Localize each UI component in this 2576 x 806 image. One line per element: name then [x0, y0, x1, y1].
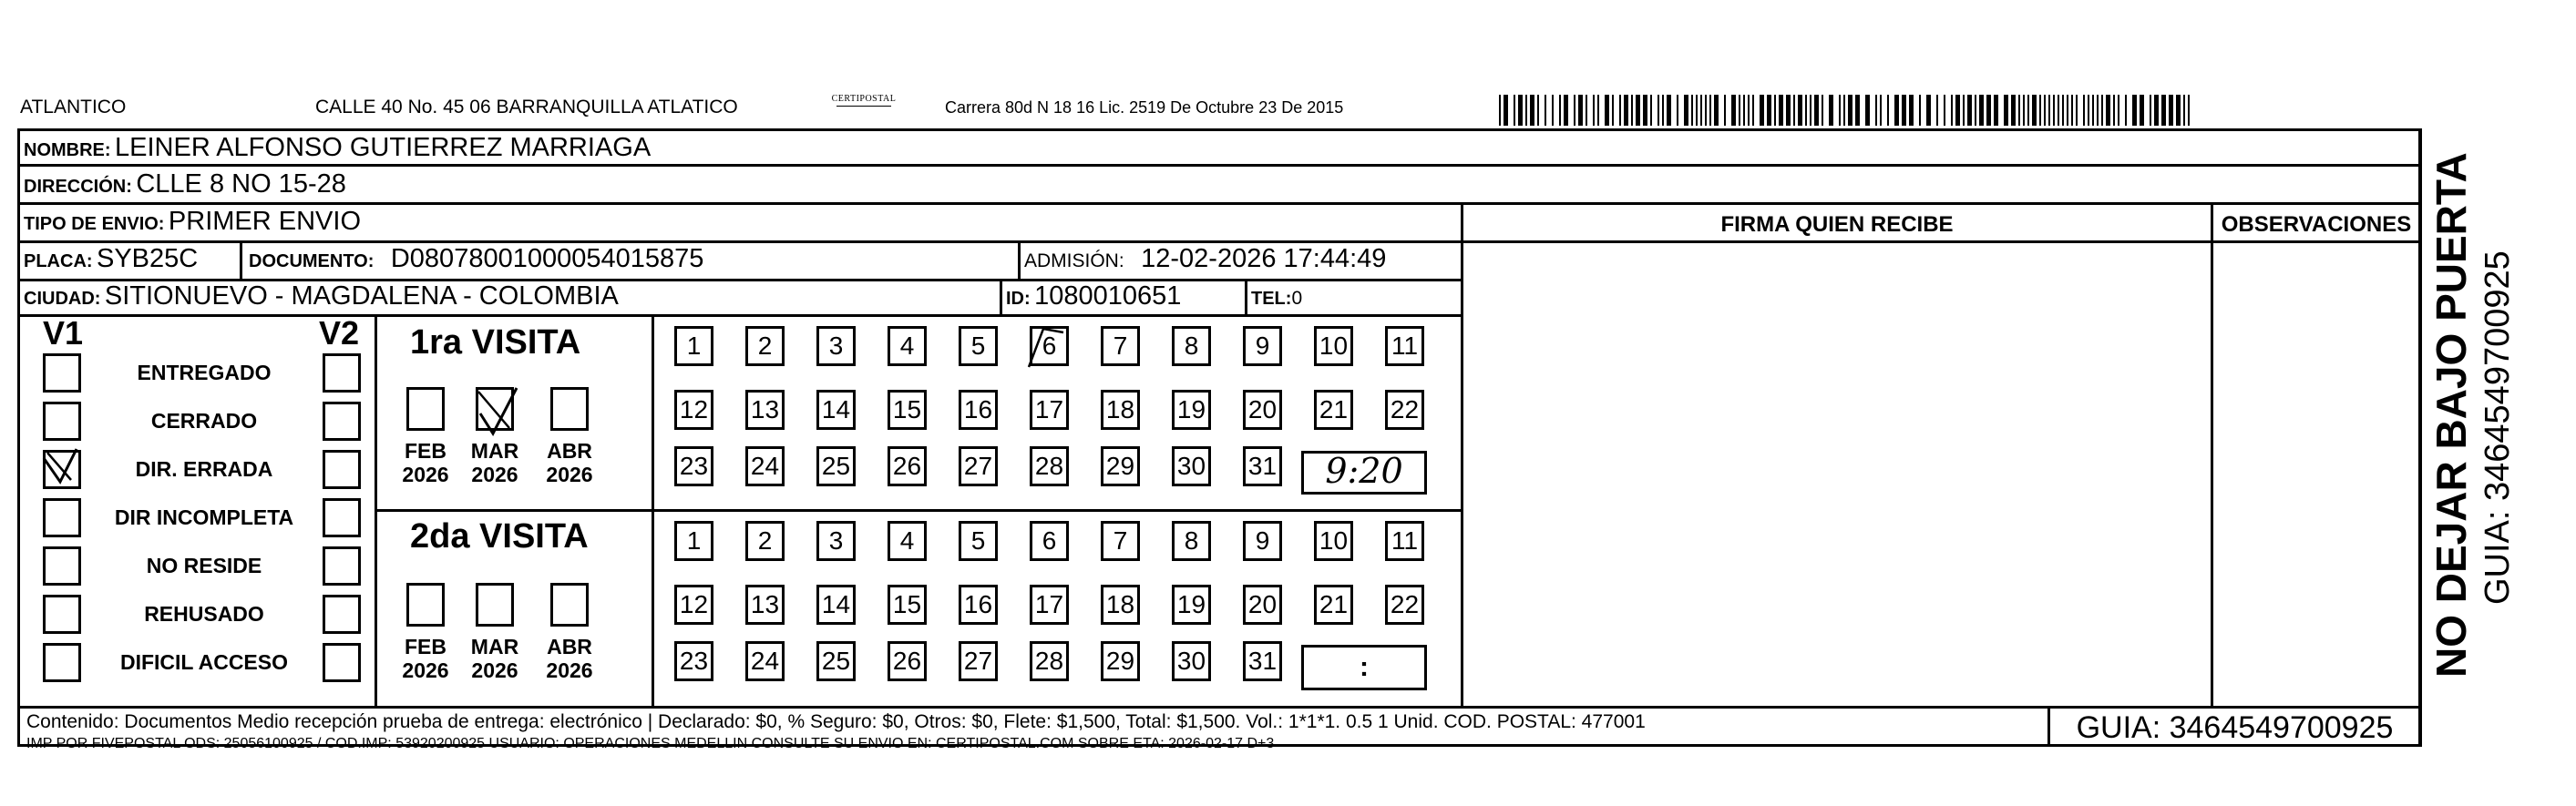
- second-visit-time-box[interactable]: [1301, 645, 1427, 690]
- admision-label: ADMISIÓN:: [1024, 250, 1124, 271]
- placa-row: [24, 246, 198, 272]
- day-number: 8: [1184, 332, 1199, 360]
- day-box[interactable]: [816, 521, 856, 561]
- day-box[interactable]: [1101, 326, 1140, 366]
- day-box[interactable]: [1385, 390, 1424, 430]
- day-box[interactable]: [959, 390, 998, 430]
- month-label: [398, 439, 453, 487]
- month-checkbox[interactable]: [476, 387, 514, 431]
- month-checkbox[interactable]: [406, 387, 445, 431]
- tel-row: [1251, 289, 1302, 308]
- day-box[interactable]: [1385, 585, 1424, 625]
- v2-checkbox[interactable]: [323, 595, 361, 634]
- status-label: DIR INCOMPLETA: [114, 505, 294, 529]
- observaciones-header: OBSERVACIONES: [2221, 212, 2412, 237]
- day-box[interactable]: [1385, 521, 1424, 561]
- day-number: 17: [1034, 590, 1064, 618]
- day-number: 14: [821, 395, 851, 423]
- day-box[interactable]: [1101, 641, 1140, 681]
- second-visit-title: 2da VISITA: [410, 517, 589, 556]
- v1-checkbox[interactable]: [43, 643, 81, 682]
- day-number: 9: [1255, 332, 1270, 360]
- day-box[interactable]: [674, 326, 713, 366]
- direccion-label: DIRECCIÓN:: [24, 177, 132, 197]
- day-box[interactable]: [745, 521, 785, 561]
- day-number: 18: [1105, 590, 1135, 618]
- day-box[interactable]: [959, 585, 998, 625]
- day-box[interactable]: [1243, 521, 1282, 561]
- sender-address: CALLE 40 No. 45 06 BARRANQUILLA ATLATICO: [315, 97, 738, 117]
- day-number: 31: [1247, 452, 1278, 480]
- v1-checkbox[interactable]: [43, 450, 81, 489]
- month-name: FEB: [405, 635, 446, 658]
- day-box[interactable]: [745, 326, 785, 366]
- day-number: 4: [899, 526, 915, 555]
- check-mark-icon: [473, 383, 524, 437]
- month-name: MAR: [470, 635, 519, 658]
- documento-value: D080780010000540158​75: [390, 244, 704, 273]
- day-number: 19: [1176, 395, 1206, 423]
- day-number: 9: [1255, 526, 1270, 555]
- status-label: REHUSADO: [144, 602, 264, 626]
- day-box[interactable]: [745, 446, 785, 486]
- v1-checkbox[interactable]: [43, 546, 81, 586]
- day-number: 13: [750, 590, 780, 618]
- day-number: 3: [828, 526, 844, 555]
- month-name: ABR: [547, 635, 592, 658]
- v2-checkbox[interactable]: [323, 498, 361, 537]
- month-year: 2026: [546, 658, 593, 683]
- tel-label: TEL:: [1251, 289, 1292, 309]
- nombre-label: NOMBRE:: [24, 140, 111, 160]
- day-number: 25: [821, 452, 851, 480]
- admision-value: 12-02-2026 17:44:49: [1141, 244, 1387, 273]
- v1-checkbox[interactable]: [43, 353, 81, 393]
- day-number: 4: [899, 332, 915, 360]
- day-number: 22: [1390, 395, 1420, 423]
- day-box[interactable]: [1101, 521, 1140, 561]
- day-number: 24: [750, 452, 780, 480]
- day-box[interactable]: [816, 390, 856, 430]
- status-label: DIR. ERRADA: [135, 457, 273, 481]
- day-number: 11: [1391, 332, 1419, 360]
- month-label: [542, 439, 597, 487]
- region-label: ATLANTICO: [20, 97, 127, 117]
- month-label: [542, 635, 597, 683]
- day-box[interactable]: [674, 390, 713, 430]
- v1-checkbox[interactable]: [43, 595, 81, 634]
- day-number: 30: [1176, 647, 1206, 675]
- day-box[interactable]: [816, 326, 856, 366]
- day-box[interactable]: [888, 326, 927, 366]
- barcode: [1499, 95, 2196, 128]
- placa-value: SYB25C: [97, 244, 199, 273]
- certipostal-logo: [827, 94, 900, 116]
- day-number: 14: [821, 590, 851, 618]
- direccion-row: [24, 171, 346, 198]
- status-label: CERRADO: [150, 409, 258, 433]
- month-name: MAR: [470, 439, 519, 463]
- day-number: 28: [1034, 452, 1064, 480]
- firma-header: FIRMA QUIEN RECIBE: [1720, 212, 1954, 237]
- month-label: [467, 635, 522, 683]
- status-label: ENTREGADO: [137, 361, 272, 384]
- day-number: 5: [970, 526, 986, 555]
- day-box[interactable]: [1172, 326, 1211, 366]
- day-number: 5: [970, 332, 986, 360]
- day-number: 2: [757, 332, 773, 360]
- day-number: 1: [686, 332, 702, 360]
- day-number: 29: [1105, 452, 1135, 480]
- license-text: Carrera 80d N 18 16 Lic. 2519 De Octubre 23 De 2015: [945, 98, 1344, 117]
- day-box[interactable]: [1243, 390, 1282, 430]
- month-checkbox[interactable]: [406, 583, 445, 627]
- logo-text: CERTIPOSTAL: [831, 94, 897, 104]
- day-box[interactable]: [745, 390, 785, 430]
- id-value: 1080010651: [1034, 281, 1182, 311]
- day-number: 1: [686, 526, 702, 555]
- day-box[interactable]: [674, 521, 713, 561]
- day-box[interactable]: [1385, 326, 1424, 366]
- day-number: 16: [963, 395, 993, 423]
- month-label: [467, 439, 522, 487]
- day-number: 2: [757, 526, 773, 555]
- month-checkbox[interactable]: [550, 387, 589, 431]
- day-number: 6: [1042, 526, 1057, 555]
- day-number: 27: [963, 647, 993, 675]
- check-mark-icon: [40, 445, 78, 487]
- day-box[interactable]: [1172, 390, 1211, 430]
- day-number: 21: [1319, 590, 1349, 618]
- id-row: [1006, 283, 1181, 310]
- side-guia: GUIA: 3464549700925: [2479, 250, 2517, 605]
- day-box[interactable]: [1101, 585, 1140, 625]
- id-label: ID:: [1006, 289, 1031, 309]
- day-number: 27: [963, 452, 993, 480]
- day-box[interactable]: [674, 641, 713, 681]
- day-number: 23: [679, 647, 709, 675]
- day-number: 18: [1105, 395, 1135, 423]
- day-number: 12: [679, 590, 709, 618]
- day-box[interactable]: [1030, 326, 1069, 366]
- day-box[interactable]: [1172, 446, 1211, 486]
- documento-row: [249, 246, 703, 272]
- day-number: 20: [1247, 590, 1278, 618]
- first-visit-time-value: 9:20: [1325, 451, 1403, 491]
- v2-checkbox[interactable]: [323, 450, 361, 489]
- day-box[interactable]: [1101, 390, 1140, 430]
- day-box[interactable]: [1314, 521, 1353, 561]
- tipo-row: [24, 209, 361, 235]
- day-number: 22: [1390, 590, 1420, 618]
- tipo-value: PRIMER ENVIO: [168, 207, 362, 236]
- day-number: 19: [1176, 590, 1206, 618]
- day-box[interactable]: [959, 326, 998, 366]
- day-number: 7: [1113, 332, 1128, 360]
- day-box[interactable]: [816, 585, 856, 625]
- side-warning: NO DEJAR BAJO PUERTA: [2427, 152, 2475, 678]
- day-box[interactable]: [1172, 641, 1211, 681]
- v2-checkbox[interactable]: [323, 353, 361, 393]
- day-box[interactable]: [1030, 585, 1069, 625]
- ciudad-value: SITIONUEVO - MAGDALENA - COLOMBIA: [104, 281, 619, 311]
- admision-row: [1024, 246, 1386, 272]
- day-box[interactable]: [1243, 446, 1282, 486]
- v2-checkbox[interactable]: [323, 643, 361, 682]
- day-number: 17: [1034, 395, 1064, 423]
- day-box[interactable]: [1030, 446, 1069, 486]
- day-box[interactable]: [959, 446, 998, 486]
- day-number: 28: [1034, 647, 1064, 675]
- day-number: 16: [963, 590, 993, 618]
- v2-label: V2: [319, 314, 360, 352]
- month-name: FEB: [405, 439, 446, 463]
- day-number: 29: [1105, 647, 1135, 675]
- day-box[interactable]: [745, 585, 785, 625]
- status-label: DIFICIL ACCESO: [119, 650, 288, 674]
- month-checkbox[interactable]: [476, 583, 514, 627]
- month-year: 2026: [402, 658, 449, 683]
- v2-checkbox[interactable]: [323, 402, 361, 441]
- direccion-value: CLLE 8 NO 15-28: [136, 169, 346, 199]
- day-number: 12: [679, 395, 709, 423]
- day-number: 21: [1319, 395, 1349, 423]
- day-box[interactable]: [1030, 390, 1069, 430]
- day-number: 31: [1247, 647, 1278, 675]
- day-box[interactable]: [1314, 585, 1353, 625]
- day-box[interactable]: [888, 585, 927, 625]
- day-box[interactable]: [1101, 446, 1140, 486]
- ciudad-row: [24, 283, 619, 310]
- day-box[interactable]: [1243, 641, 1282, 681]
- first-visit-time-box[interactable]: [1301, 451, 1427, 495]
- first-visit-title: 1ra VISITA: [410, 323, 581, 362]
- day-number: 15: [892, 590, 922, 618]
- day-number: 15: [892, 395, 922, 423]
- footer-guia: GUIA: 3464549700925: [2076, 710, 2394, 745]
- tel-value: 0: [1291, 288, 1303, 309]
- month-checkbox[interactable]: [550, 583, 589, 627]
- day-number: 6: [1042, 332, 1057, 360]
- day-box[interactable]: [745, 641, 785, 681]
- day-box[interactable]: [1243, 585, 1282, 625]
- day-box[interactable]: [1314, 390, 1353, 430]
- month-year: 2026: [402, 463, 449, 487]
- nombre-value: LEINER ALFONSO GUTIERREZ MARRIAGA: [115, 133, 652, 162]
- month-name: ABR: [547, 439, 592, 463]
- v1-label: V1: [43, 314, 84, 352]
- day-number: 26: [892, 452, 922, 480]
- documento-label: DOCUMENTO:: [249, 251, 375, 271]
- ciudad-label: CIUDAD:: [24, 289, 101, 309]
- v2-checkbox[interactable]: [323, 546, 361, 586]
- day-box[interactable]: [888, 641, 927, 681]
- day-box[interactable]: [1030, 521, 1069, 561]
- day-box[interactable]: [816, 641, 856, 681]
- day-box[interactable]: [888, 521, 927, 561]
- month-label: [398, 635, 453, 683]
- nombre-row: [24, 135, 651, 161]
- day-box[interactable]: [959, 521, 998, 561]
- day-number: 26: [892, 647, 922, 675]
- footer-content: Contenido: Documentos Medio recepción prueba de entrega: electrónico | Declarado: $0, % Seguro: $0, Otros: $0, Flete: $1,500, Total: $1,500. Vol.: 1*1*1. 0.5 1 Unid. COD. POSTAL: 477001: [26, 711, 1646, 732]
- day-number: 8: [1184, 526, 1199, 555]
- day-number: 7: [1113, 526, 1128, 555]
- day-number: 23: [679, 452, 709, 480]
- day-box[interactable]: [816, 446, 856, 486]
- day-box[interactable]: [888, 446, 927, 486]
- v1-checkbox[interactable]: [43, 498, 81, 537]
- day-number: 10: [1319, 332, 1349, 360]
- day-box[interactable]: [1172, 521, 1211, 561]
- v1-checkbox[interactable]: [43, 402, 81, 441]
- day-box[interactable]: [674, 446, 713, 486]
- day-box[interactable]: [674, 585, 713, 625]
- day-number: 25: [821, 647, 851, 675]
- second-visit-time-value: :: [1360, 652, 1369, 682]
- month-year: 2026: [546, 463, 593, 487]
- pen-mark-icon: [1021, 321, 1076, 376]
- day-number: 20: [1247, 395, 1278, 423]
- status-label: NO RESIDE: [146, 554, 262, 577]
- tipo-label: TIPO DE ENVIO:: [24, 214, 165, 234]
- day-number: 10: [1319, 526, 1349, 555]
- day-number: 11: [1391, 526, 1419, 555]
- day-box[interactable]: [1172, 585, 1211, 625]
- day-box[interactable]: [1030, 641, 1069, 681]
- day-box[interactable]: [1243, 326, 1282, 366]
- footer-imp: IMP POR FIVEPOSTAL ODS: 25056100925 / COD.IMP: 53920200925 USUARIO: OPERACIONES MEDELLIN CONSULTE SU ENVIO EN: CERTIPOSTAL.COM SOBRE ETA: 2026-02-17 D+3: [26, 736, 1275, 751]
- placa-label: PLACA:: [24, 251, 93, 271]
- day-number: 24: [750, 647, 780, 675]
- day-number: 30: [1176, 452, 1206, 480]
- day-box[interactable]: [959, 641, 998, 681]
- day-box[interactable]: [1314, 326, 1353, 366]
- month-year: 2026: [471, 463, 518, 487]
- day-box[interactable]: [888, 390, 927, 430]
- day-number: 3: [828, 332, 844, 360]
- day-number: 13: [750, 395, 780, 423]
- month-year: 2026: [471, 658, 518, 683]
